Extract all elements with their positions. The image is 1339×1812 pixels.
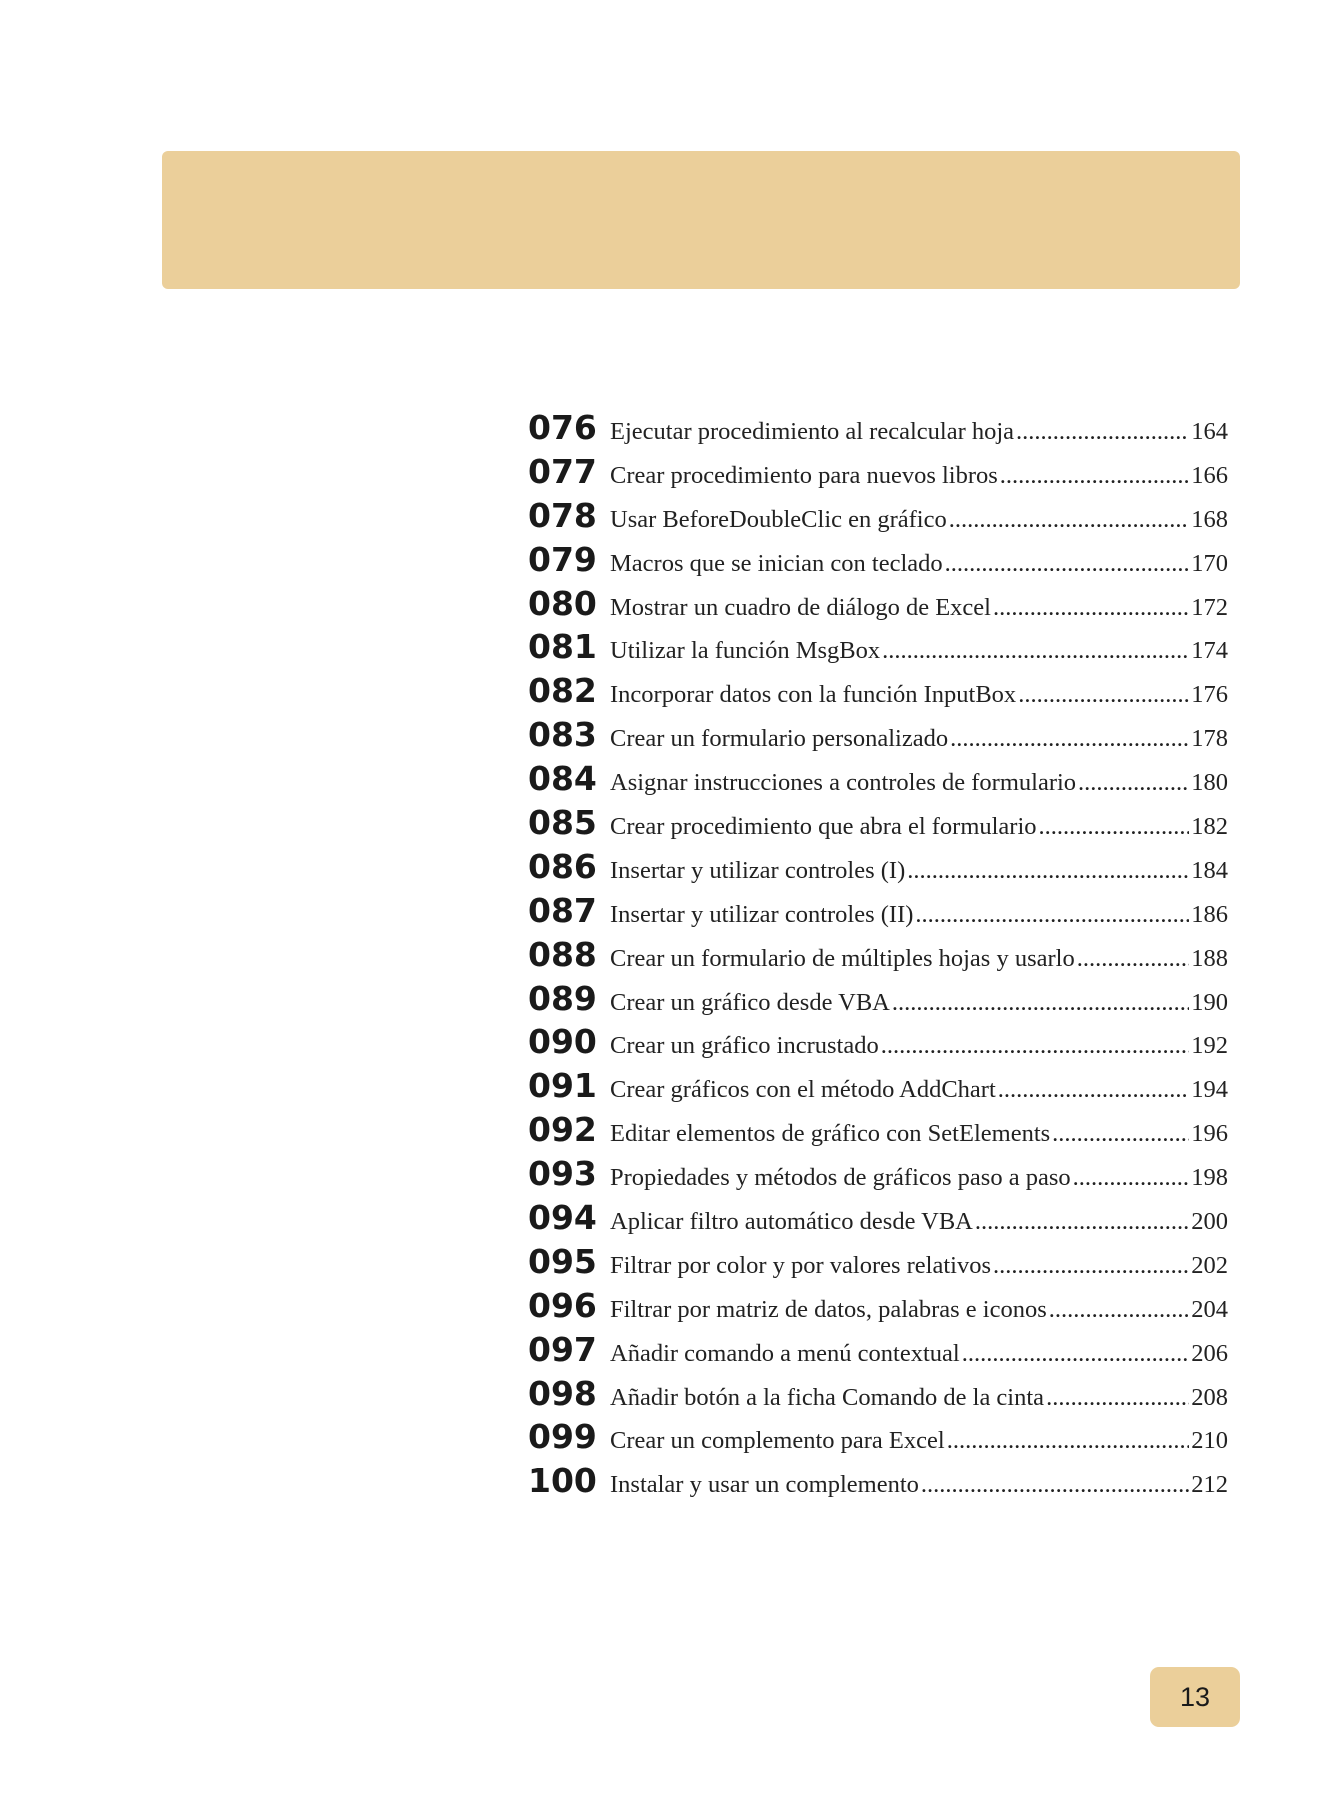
toc-entry-title: Filtrar por color y por valores relativos	[610, 1251, 992, 1279]
toc-entry-number: 091	[528, 1066, 597, 1106]
toc-entry-page: 180	[1191, 769, 1228, 797]
toc-entry-number: 098	[528, 1373, 597, 1413]
toc-entry-number: 083	[528, 715, 597, 755]
toc-entry	[528, 803, 1228, 847]
toc-entry-title: Aplicar filtro automático desde VBA	[610, 1208, 973, 1236]
toc-entry-number: 096	[528, 1285, 597, 1325]
toc-entry-page: 174	[1191, 637, 1228, 665]
toc-entry-page: 194	[1191, 1076, 1228, 1104]
toc-entry	[528, 1461, 1228, 1505]
toc-entry-number: 095	[528, 1241, 597, 1281]
toc-entry	[528, 759, 1228, 803]
page-number-badge	[1150, 1667, 1240, 1727]
toc-entry-page: 198	[1191, 1164, 1228, 1192]
toc-entry-page: 164	[1191, 418, 1228, 445]
toc-entry	[528, 1330, 1228, 1374]
toc-dot-leader	[882, 637, 1189, 665]
toc-dot-leader	[1039, 813, 1190, 841]
toc-entry-page: 202	[1191, 1251, 1228, 1279]
toc-dot-leader	[1046, 1384, 1189, 1412]
toc-entry	[528, 1110, 1228, 1154]
toc-entry-number: 084	[528, 759, 597, 799]
toc-entry-number: 079	[528, 539, 597, 579]
toc-entry	[528, 627, 1228, 671]
toc-dot-leader	[947, 1427, 1190, 1455]
toc-entry-title: Crear un formulario de múltiples hojas y usarlo	[610, 944, 1075, 972]
toc-entry-title: Usar BeforeDoubleClic en gráfico	[610, 505, 947, 533]
toc-dot-leader	[1073, 1164, 1190, 1192]
toc-dot-leader	[1016, 418, 1189, 446]
toc-entry-number: 086	[528, 846, 597, 886]
toc-entry	[528, 1286, 1228, 1330]
toc-entry-number: 094	[528, 1198, 597, 1238]
toc-entry	[528, 1242, 1228, 1286]
toc-dot-leader	[1078, 769, 1189, 797]
toc-entry-page: 168	[1191, 505, 1228, 533]
toc-dot-leader	[993, 594, 1189, 622]
toc-entry	[528, 979, 1228, 1023]
toc-entry-number: 087	[528, 890, 597, 930]
toc-entry-title: Mostrar un cuadro de diálogo de Excel	[610, 593, 991, 621]
toc-entry-number: 099	[528, 1417, 597, 1457]
toc-entry-page: 184	[1191, 856, 1228, 884]
toc-entry-number: 097	[528, 1329, 597, 1369]
toc-entry-title: Crear gráficos con el método AddChart	[610, 1076, 996, 1104]
toc-entry-title: Crear procedimiento que abra el formulario	[610, 813, 1037, 841]
toc-dot-leader	[962, 1340, 1190, 1368]
toc-entry-page: 192	[1191, 1032, 1228, 1060]
toc-entry-title: Asignar instrucciones a controles de formulario	[610, 769, 1077, 797]
toc-dot-leader	[975, 1208, 1189, 1236]
toc-entry-title: Ejecutar procedimiento al recalcular hoja	[610, 418, 1015, 445]
toc-entry	[528, 1374, 1228, 1418]
toc-entry	[528, 496, 1228, 540]
toc-entry-title: Crear un gráfico desde VBA	[610, 988, 890, 1016]
toc-dot-leader	[1077, 945, 1190, 973]
toc-dot-leader	[921, 1471, 1189, 1499]
toc-dot-leader	[1000, 462, 1189, 490]
toc-entry	[528, 408, 1228, 452]
toc-entry	[528, 1022, 1228, 1066]
toc-dot-leader	[915, 901, 1189, 929]
toc-entry	[528, 847, 1228, 891]
toc-dot-leader	[950, 725, 1189, 753]
toc-entry-title: Insertar y utilizar controles (II)	[610, 900, 914, 928]
toc-entry	[528, 1198, 1228, 1242]
toc-entry-title: Añadir comando a menú contextual	[610, 1339, 960, 1367]
toc-entry-page: 196	[1191, 1120, 1228, 1148]
toc-dot-leader	[993, 1252, 1189, 1280]
toc-entry	[528, 584, 1228, 628]
toc-entry-page: 208	[1191, 1383, 1228, 1411]
toc-entry-title: Crear un formulario personalizado	[610, 725, 949, 753]
toc-entry-title: Crear un complemento para Excel	[610, 1427, 945, 1455]
toc-entry	[528, 1154, 1228, 1198]
toc-entry-title: Añadir botón a la ficha Comando de la cinta	[610, 1383, 1045, 1411]
toc-entry-title: Instalar y usar un complemento	[610, 1471, 919, 1499]
toc-dot-leader	[998, 1076, 1189, 1104]
toc-entry-title: Editar elementos de gráfico con SetElements	[610, 1120, 1051, 1148]
toc-entry	[528, 1417, 1228, 1461]
toc-entry-title: Propiedades y métodos de gráficos paso a paso	[610, 1164, 1071, 1192]
toc-entry-title: Insertar y utilizar controles (I)	[610, 856, 906, 884]
toc-entry-page: 190	[1191, 988, 1228, 1016]
toc-entry-page: 172	[1191, 593, 1228, 621]
toc-entry-number: 078	[528, 495, 597, 535]
toc-dot-leader	[1052, 1120, 1189, 1148]
toc-entry-page: 204	[1191, 1295, 1228, 1323]
toc-entry-number: 100	[528, 1461, 597, 1501]
toc-entry-page: 188	[1191, 944, 1228, 972]
toc-dot-leader	[881, 1032, 1190, 1060]
toc-dot-leader	[892, 989, 1189, 1017]
toc-entry-page: 200	[1191, 1208, 1228, 1236]
toc-entry-number: 089	[528, 978, 597, 1018]
toc-entry-number: 085	[528, 803, 597, 843]
toc-dot-leader	[1049, 1296, 1189, 1324]
toc-entry-number: 080	[528, 583, 597, 623]
header-band	[162, 151, 1240, 289]
toc-dot-leader	[907, 857, 1189, 885]
toc-entry-page: 212	[1191, 1471, 1228, 1499]
toc-entry	[528, 715, 1228, 759]
toc-dot-leader	[1018, 681, 1189, 709]
toc-entry	[528, 452, 1228, 496]
toc-entry-title: Incorporar datos con la función InputBox	[610, 681, 1017, 709]
toc-entry-number: 090	[528, 1022, 597, 1062]
toc-entry-number: 092	[528, 1110, 597, 1150]
toc-entry-number: 088	[528, 934, 597, 974]
toc-entry-page: 186	[1191, 900, 1228, 928]
toc-entry-page: 166	[1191, 461, 1228, 489]
toc-entry-title: Utilizar la función MsgBox	[610, 637, 881, 665]
toc-entry-number: 093	[528, 1154, 597, 1194]
toc-entry	[528, 935, 1228, 979]
toc-entry-title: Crear un gráfico incrustado	[610, 1032, 879, 1060]
toc-entry-page: 210	[1191, 1427, 1228, 1455]
toc-entry	[528, 540, 1228, 584]
toc-entry-page: 176	[1191, 681, 1228, 709]
toc-entry	[528, 671, 1228, 715]
toc-entry-title: Macros que se inician con teclado	[610, 549, 943, 577]
toc-dot-leader	[945, 550, 1190, 578]
toc-entry-number: 081	[528, 627, 597, 667]
toc-entry	[528, 891, 1228, 935]
table-of-contents	[528, 408, 1228, 1505]
toc-entry-page: 170	[1191, 549, 1228, 577]
toc-dot-leader	[949, 506, 1190, 534]
page-number: 13	[1179, 1681, 1211, 1712]
toc-entry-title: Crear procedimiento para nuevos libros	[610, 461, 998, 489]
toc-entry-number: 076	[528, 408, 597, 447]
toc-entry	[528, 1066, 1228, 1110]
toc-entry-number: 082	[528, 671, 597, 711]
toc-entry-title: Filtrar por matriz de datos, palabras e iconos	[610, 1295, 1047, 1323]
toc-entry-page: 182	[1191, 813, 1228, 841]
toc-entry-page: 178	[1191, 725, 1228, 753]
toc-entry-page: 206	[1191, 1339, 1228, 1367]
toc-entry-number: 077	[528, 451, 597, 491]
